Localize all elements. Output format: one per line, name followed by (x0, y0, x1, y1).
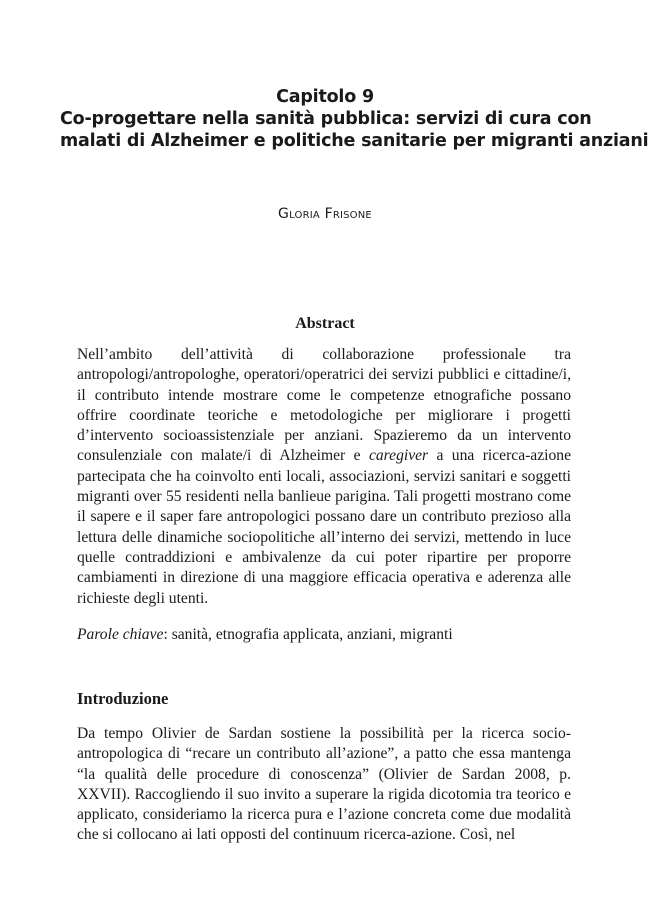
abstract-caregiver-term: caregiver (368, 447, 429, 465)
chapter-title-line-2: malati di Alzheimer e politiche sanitarie per migranti anziani (60, 131, 649, 151)
keywords-label: Parole chiave (77, 626, 164, 643)
abstract-heading: Abstract (295, 315, 355, 332)
introduction-paragraph: Da tempo Olivier de Sardan sostiene la possibilità per la ricerca socio-antropologica di “recare un contributo all’azione”, a patto che essa mantenga “la qualità delle procedure di conoscenza” (Olivier de Sardan 2008, p. XXVII). Raccogliendo il suo invito a superare la rigida dicotomia tra teorico e applicato, consideriamo la ricerca pura e l’azione concreta come due modalità che si collocano ai lati opposti del continuum ricerca-azione. Così, nel (77, 725, 571, 844)
chapter-number: Capitolo 9 (276, 87, 374, 107)
abstract-text-part-1: Nell’ambito dell’attività di collaborazione professionale tra antropologi/antropologhe, operatori/operatrici dei servizi pubblici e cittadine/i, il contributo intende mostrare come le competenze etnografiche possano offrire coordinate teoriche e metodologiche per migliorare i progetti d’intervento socioassistenziale per anziani. Spazieremo da un intervento consulenziale con malate/i di Alzheimer e (77, 346, 571, 465)
keywords-values: sanità, etnografia applicata, anziani, migranti (171, 626, 453, 643)
introduction-heading: Introduzione (77, 689, 169, 708)
keywords-line (77, 625, 571, 645)
abstract-text-part-2: a una ricerca-azione partecipata che ha coinvolto enti locali, associazioni, servizi sanitari e soggetti migranti over 55 residenti nella banlieue parigina. Tali progetti mostrano come il sapere e il saper fare antropologici possano dare un contributo prezioso alla lettura delle dinamiche sociopolitiche all’interno dei servizi, mettendo in luce quelle contraddizioni e ambivalenze da cui poter ripartire per proporre cambiamenti in direzione di una maggiore efficacia operativa e aderenza alle richieste degli utenti. (77, 447, 571, 607)
chapter-title-line-1: Co-progettare nella sanità pubblica: servizi di cura con (60, 109, 592, 129)
keywords-separator: : (163, 626, 172, 643)
abstract-paragraph (77, 345, 571, 609)
author-name: Gloria Frisone (278, 206, 372, 222)
chapter-heading (60, 86, 649, 152)
